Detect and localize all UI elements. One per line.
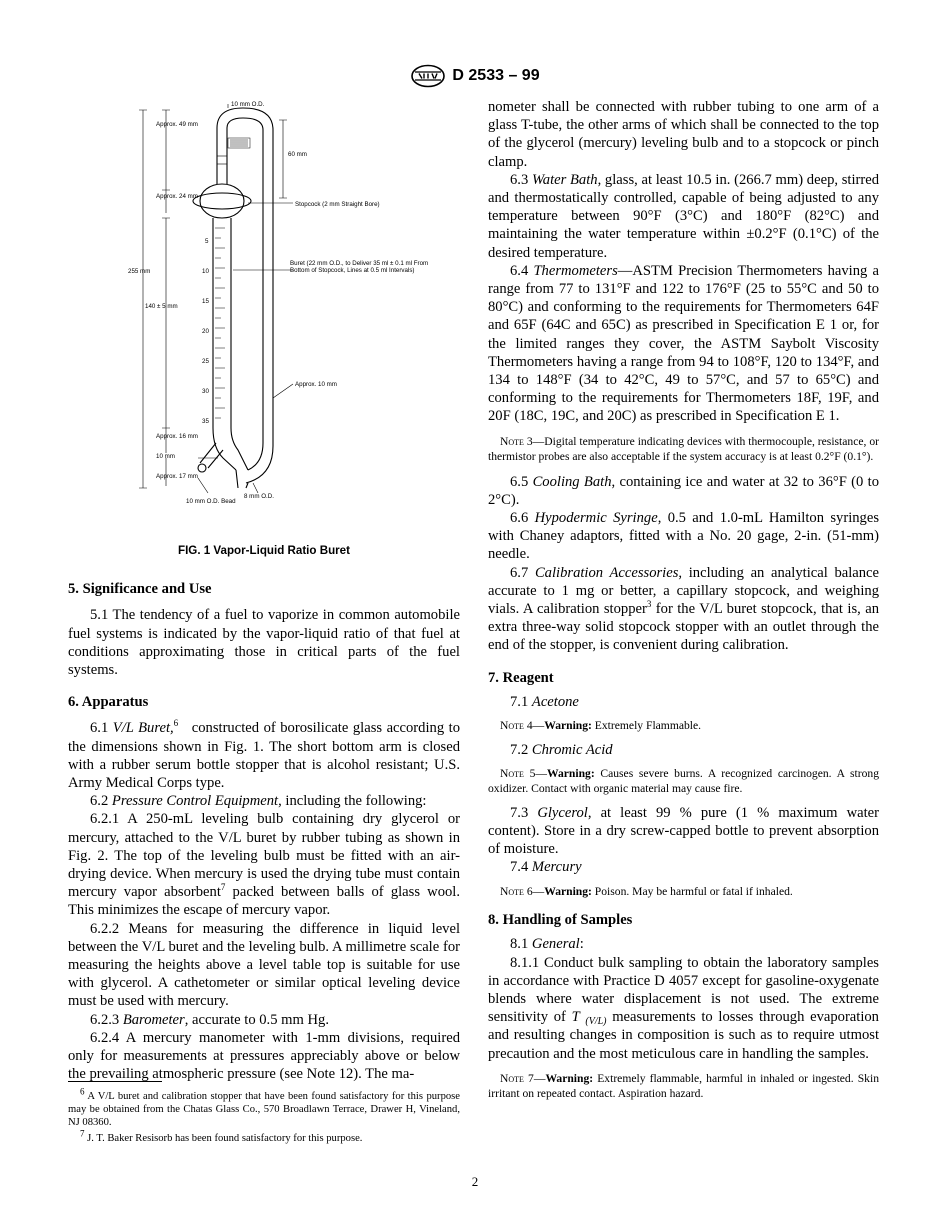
page-number: 2: [471, 1174, 479, 1189]
scale-mark: 20: [202, 328, 209, 335]
para-6-7: 6.7 Calibration Accessories, including an analytical balance accurate to 1 mg or better, a capillary stopcock, and weighing vials. A calibration stopper$^3$ for the V/L buret stopcock, that is, an extra three-way solid stopcock stopper with an outlet through the end of the stopper, is convenient during calibration.: [488, 564, 880, 654]
figure-caption: FIG. 1 Vapor-Liquid Ratio Buret: [178, 544, 350, 557]
scale-mark: 30: [202, 388, 209, 395]
left-column: [68, 98, 460, 1083]
para-8-1: 8.1 General:: [510, 936, 584, 953]
para-6-2: 6.2 Pressure Control Equipment, including the following:: [90, 793, 427, 810]
label-140mm: 140 ± 5 mm: [145, 303, 178, 310]
para-7-2: 7.2 Chromic Acid: [510, 741, 613, 758]
scale-mark: 35: [202, 418, 209, 425]
para-6-5: 6.5 Cooling Bath, containing ice and water at 32 to 36°F (0 to 2°C).: [488, 473, 879, 508]
label-60mm: 60 mm: [288, 151, 307, 158]
page-header: [0, 62, 950, 90]
label-approx-17: Approx. 17 mm: [156, 473, 198, 480]
label-approx-49: Approx. 49 mm: [156, 121, 198, 128]
scale-mark: 15: [202, 298, 209, 305]
para-6-6: 6.6 Hypodermic Syringe, 0.5 and 1.0-mL Hamilton syringes with Chaney adaptors, fitted with a No. 20 gage, 2-in. (51-mm) needle.: [488, 510, 879, 563]
footnote-7: $^7$ J. T. Baker Resisorb has been found satisfactory for this purpose.: [80, 1128, 363, 1144]
note-4: Note 4—Warning: Extremely Flammable.: [500, 719, 702, 733]
scale-mark: 10: [202, 268, 209, 275]
astm-logo-icon: [410, 64, 446, 88]
para-6-2-2: 6.2.2 Means for measuring the difference in liquid level between the V/L buret and the leveling bulb. A millimetre scale for measuring the heights above a level table top is suitable for use with glycerol. A cathetometer or similar optical leveling device must be used with mercury.: [68, 920, 460, 1010]
para-5-1: 5.1 The tendency of a fuel to vaporize in common automobile fuel systems is indicated by the vapor-liquid ratio of that fuel at conditions approximating those in critical parts of the fuel systems.: [68, 607, 460, 679]
section-5-heading: 5. Significance and Use: [68, 581, 212, 598]
para-6-4: 6.4 Thermometers—ASTM Precision Thermometers having a range from 77 to 131°F and 122 to 176°F (25 to 55°C and 50 to 80°C) and conforming to the requirements for Thermometers 64F and 65F (64C and 65C) as prescribed in Specification E 1 or, for the limited ranges they cover, the ASTM Saybolt Viscosity Thermometers having a range from 94 to 108°F, 120 to 134°F, and 134 to 148°F (34 to 42°C, 49 to 57°C, and 57 to 65°C) and conforming to the requirements for Thermometers 18F, 19F, and 20F (18C, 19C, and 20C) as prescribed in Specification E 1.: [488, 262, 879, 425]
para-6-3: 6.3 Water Bath, glass, at least 10.5 in. (266.7 mm) deep, stirred and thermostatically controlled, capable of being adjusted to any temperature between 90°F (3°C) and 180°F (82°C) and maintaining the water temperature within ±0.2°F (0.1°C) of the desired temperature.: [488, 171, 880, 261]
para-6-1: 6.1 V/L Buret,$^6$ constructed of borosilicate glass according to the dimensions shown in Fig. 1. The short bottom arm is closed with a rubber serum bottle stopper that is alcohol resistant; U.S. Army Medical Corps type.: [68, 718, 460, 792]
scale-mark: 25: [202, 358, 209, 365]
label-10mm: 10 mm: [156, 453, 175, 460]
footnote-6: $^6$ A V/L buret and calibration stopper that have been found satisfactory for this purpose may be obtained from the Chatas Glass Co., 570 Broadlawn Terrace, Drawer H, Vineland, NJ 08360.: [68, 1086, 460, 1129]
para-8-1-1: 8.1.1 Conduct bulk sampling to obtain the laboratory samples in accordance with Practice D 4057 except for gasoline-oxygenate blends where water displacement is not used. The extreme sensitivity of T $_{(V/L)}$ measurements to losses through evaporation and resulting changes in composition is such as to require utmost precaution and the most meticulous care in handling the samples.: [488, 954, 879, 1062]
para-6-2-1: 6.2.1 A 250-mL leveling bulb containing dry glycerol or mercury, attached to the V/L buret by rubber tubing as shown in Fig. 2. The top of the leveling bulb must be fitted with an air-drying device. When mercury is used the drying tube must contain mercury vapor absorbent$^7$ packed between balls of glass wool. This minimizes the escape of mercury vapor.: [68, 811, 460, 919]
label-approx-10: Approx. 10 mm: [295, 381, 337, 388]
label-8mm-od: 8 mm O.D.: [244, 493, 274, 500]
label-10mm-od: 10 mm O.D.: [231, 101, 265, 108]
vapor-liquid-ratio-buret-figure: [68, 98, 460, 540]
section-8-heading: 8. Handling of Samples: [488, 912, 633, 929]
section-6-heading: 6. Apparatus: [68, 694, 149, 711]
para-6-2-3: 6.2.3 Barometer, accurate to 0.5 mm Hg.: [90, 1011, 329, 1028]
label-approx-24: Approx. 24 mm: [156, 193, 198, 200]
note-7: Note 7—Warning: Extremely flammable, harmful in inhaled or ingested. Skin irritant on repeated contact. Aspiration hazard.: [488, 1071, 879, 1101]
para-7-1: 7.1 Acetone: [510, 693, 579, 710]
note-3: Note 3—Digital temperature indicating devices with thermocouple, resistance, or thermistor probes are also acceptable if the system accuracy is at least 0.2°F (0.1°).: [488, 434, 879, 464]
label-stopcock: Stopcock (2 mm Straight Bore): [295, 201, 380, 208]
label-buret: Buret (22 mm O.D., to Deliver 35 ml ± 0.1 ml From Bottom of Stopcock, Lines at 0.5 ml Intervals): [290, 260, 429, 275]
section-7-heading: 7. Reagent: [488, 669, 554, 686]
para-7-3: 7.3 Glycerol, at least 99 % pure (1 % maximum water content). Store in a dry screw-capped bottle to prevent absorption of moisture.: [488, 804, 879, 858]
note-5: Note 5—Warning: Causes severe burns. A recognized carcinogen. A strong oxidizer. Contact with organic material may cause fire.: [488, 766, 879, 796]
right-column: [488, 98, 879, 1102]
note-6: Note 6—Warning: Poison. May be harmful or fatal if inhaled.: [500, 884, 793, 898]
label-bead: 10 mm O.D. Bead: [186, 498, 236, 505]
para-6-2-4: 6.2.4 A mercury manometer with 1-mm divisions, required only for measurements at pressures appreciably above or below the prevailing atmospheric pressure (see Note 12). The ma-: [68, 1029, 460, 1083]
scale-mark: 5: [205, 238, 209, 245]
para-7-4: 7.4 Mercury: [510, 859, 582, 876]
footnote-rule: [68, 1081, 162, 1082]
label-approx-16: Approx. 16 mm: [156, 433, 198, 440]
label-255mm: 255 mm: [128, 268, 151, 275]
para-6-2-4-cont: nometer shall be connected with rubber tubing to one arm of a glass T-tube, the other arms of which shall be connected to the top of the glycerol (mercury) leveling bulb and to a stopcock or pinch clamp.: [488, 99, 879, 170]
document-designation: D 2533 – 99: [452, 67, 540, 84]
